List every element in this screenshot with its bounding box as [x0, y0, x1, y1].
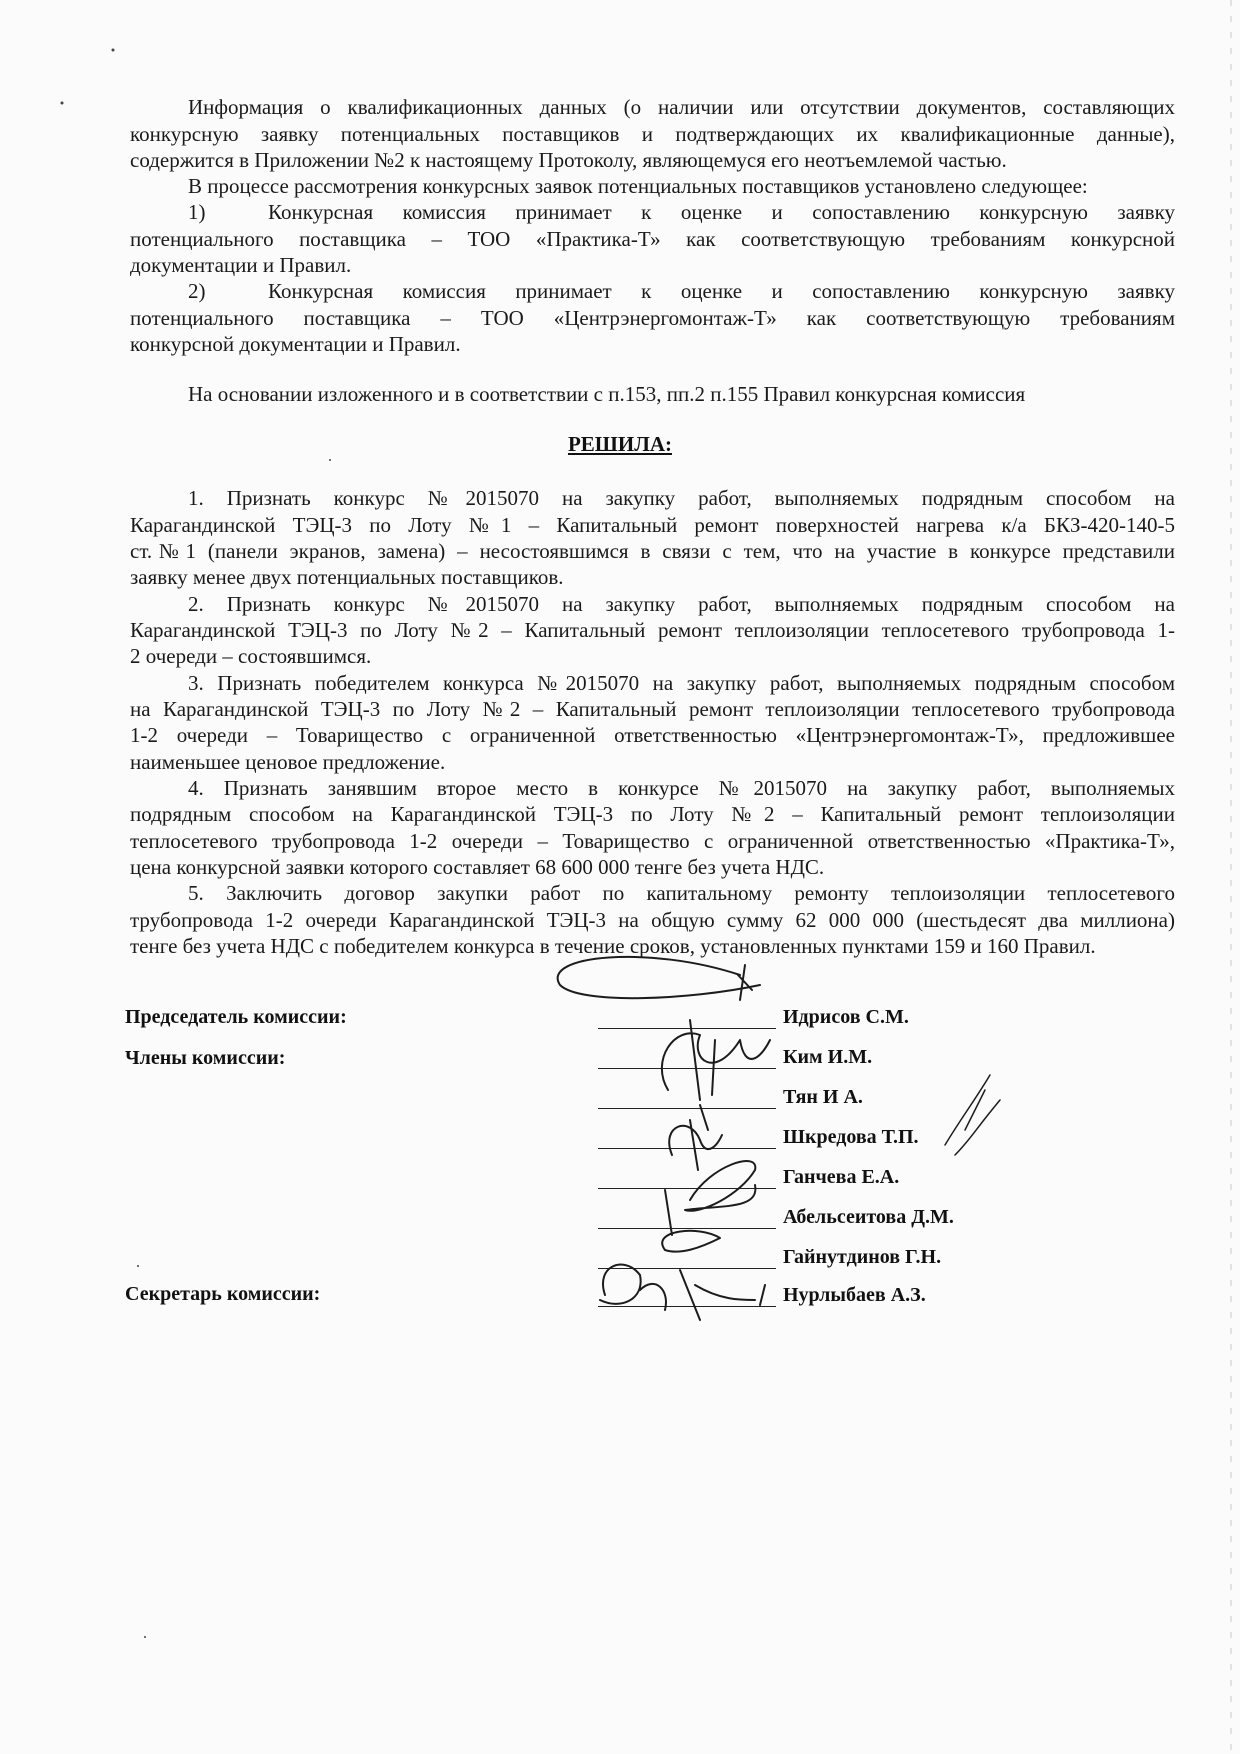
decision-line: 1-2 очереди – Товарищество с ограниченной ответственностью «Центрэнергомонтаж-Т», предложившее: [130, 723, 1175, 747]
finding-line: потенциального поставщика – ТОО «Практика-Т» как соответствующую требованиям конкурсной: [130, 227, 1175, 251]
decision-line: 2. Признать конкурс №2015070 на закупку работ, выполняемых подрядным способом на: [188, 592, 1175, 616]
member-name: Ганчева Е.А.: [783, 1166, 900, 1188]
decision-line: 5. Заключить договор закупки работ по капитальному ремонту теплоизоляции теплосетевого: [188, 881, 1175, 905]
member-name: Тян И А.: [783, 1086, 863, 1108]
intro-line: содержится в Приложении №2 к настоящему Протоколу, являющемуся его неотъемлемой частью.: [130, 148, 1007, 172]
finding-line: Конкурсная комиссия принимает к оценке и сопоставлению конкурсную заявку: [268, 279, 1175, 303]
decision-line: 1. Признать конкурс №2015070 на закупку работ, выполняемых подрядным способом на: [188, 486, 1175, 510]
decision-line: 4. Признать занявшим второе место в конкурсе №2015070 на закупку работ, выполняемых: [188, 776, 1175, 800]
decision-line: подрядным способом на Карагандинской ТЭЦ-3 по Лоту №2 – Капитальный ремонт теплоизоляции: [130, 802, 1175, 826]
decision-line: на Карагандинской ТЭЦ-3 по Лоту №2 – Капитальный ремонт теплоизоляции теплосетевого трубопровода: [130, 697, 1175, 721]
member-name: Нурлыбаев А.З.: [783, 1284, 926, 1306]
decision-line: цена конкурсной заявки которого составляет 68 600 000 тенге без учета НДС.: [130, 855, 825, 879]
finding-line: документации и Правил.: [130, 253, 352, 277]
decision-line: тенге без учета НДС с победителем конкурса в течение сроков, установленных пунктами 159 и 160 Правил.: [130, 934, 1096, 958]
finding-line: потенциального поставщика – ТОО «Центрэнергомонтаж-Т» как соответствующую требованиям: [130, 306, 1175, 330]
decision-line: 2 очереди – состоявшимся.: [130, 644, 372, 668]
decision-line: трубопровода 1-2 очереди Карагандинской ТЭЦ-3 на общую сумму 62 000 000 (шестьдесят два миллиона): [130, 908, 1175, 932]
decision-line: Карагандинской ТЭЦ-3 по Лоту №1 – Капитальный ремонт поверхностей нагрева к/а БКЗ-420-140-5: [130, 513, 1175, 537]
intro-line: В процессе рассмотрения конкурсных заявок потенциальных поставщиков установлено следующее:: [188, 174, 1088, 198]
finding-number: 1): [188, 200, 206, 224]
member-name: Абельсеитова Д.М.: [783, 1206, 954, 1228]
member-name: Идрисов С.М.: [783, 1006, 909, 1028]
decision-line: Карагандинской ТЭЦ-3 по Лоту №2 – Капитальный ремонт теплоизоляции теплосетевого трубопровода 1-: [130, 618, 1175, 642]
decision-line: теплосетевого трубопровода 1-2 очереди – Товарищество с ограниченной ответственностью «Практика-Т»,: [130, 829, 1175, 853]
secretary-label: Секретарь комиссии:: [125, 1283, 321, 1305]
finding-number: 2): [188, 279, 206, 303]
decision-line: 3. Признать победителем конкурса №2015070 на закупку работ, выполняемых подрядным способом: [188, 671, 1175, 695]
decision-heading: РЕШИЛА:: [567, 432, 673, 456]
decision-line: ст.№1 (панели экранов, замена) – несостоявшимся в связи с тем, что на участие в конкурсе представили: [130, 539, 1175, 563]
basis-text: На основании изложенного и в соответствии с п.153, пп.2 п.155 Правил конкурсная комиссия: [188, 382, 1026, 406]
finding-line: конкурсной документации и Правил.: [130, 332, 461, 356]
intro-line: конкурсную заявку потенциальных поставщиков и подтверждающих их квалификационные данные),: [130, 122, 1175, 146]
members-label: Члены комиссии:: [125, 1047, 286, 1069]
decision-line: наименьшее ценовое предложение.: [130, 750, 446, 774]
decision-line: заявку менее двух потенциальных поставщиков.: [130, 565, 564, 589]
member-name: Гайнутдинов Г.Н.: [783, 1246, 942, 1268]
member-name: Шкредова Т.П.: [783, 1126, 919, 1148]
signature-chair: [558, 957, 760, 998]
member-name: Ким И.М.: [783, 1046, 873, 1068]
scan-edge-artifact: [1226, 0, 1236, 1754]
finding-line: Конкурсная комиссия принимает к оценке и сопоставлению конкурсную заявку: [268, 200, 1175, 224]
chair-label: Председатель комиссии:: [125, 1006, 347, 1028]
intro-line: Информация о квалификационных данных (о наличии или отсутствии документов, составляющих: [188, 95, 1175, 119]
